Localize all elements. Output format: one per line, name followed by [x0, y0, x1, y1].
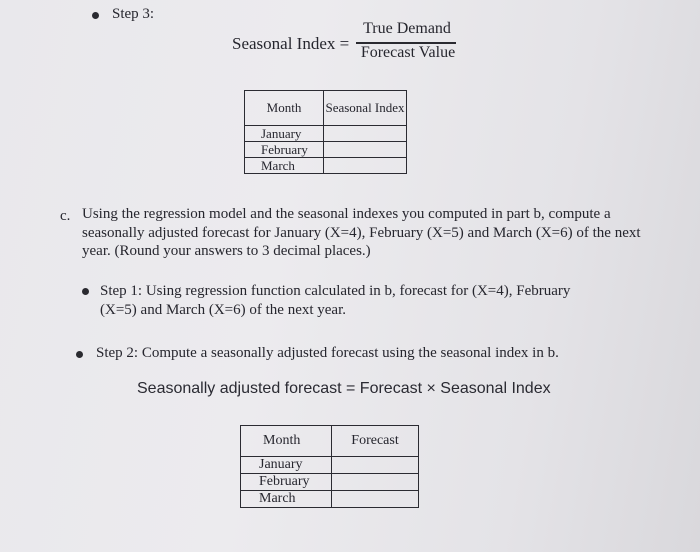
fraction-denominator: Forecast Value	[360, 44, 456, 61]
month-cell: March	[245, 158, 324, 174]
seasonal-index-cell	[324, 142, 407, 158]
seasonal-index-equation-lhs: Seasonal Index =	[232, 34, 350, 53]
table-header-row	[245, 91, 407, 126]
forecast-cell	[332, 491, 419, 508]
fraction-numerator: True Demand	[363, 20, 451, 37]
header-month: Month	[241, 426, 332, 457]
header-month: Month	[245, 91, 324, 126]
bullet-icon	[76, 351, 83, 358]
part-c-letter: c.	[60, 208, 71, 224]
table-row	[245, 142, 407, 158]
table-row	[241, 457, 419, 474]
table-row	[241, 491, 419, 508]
forecast-table	[240, 425, 419, 508]
month-cell: February	[245, 142, 324, 158]
seasonally-adjusted-formula: Seasonally adjusted forecast = Forecast × Seasonal Index	[137, 380, 551, 397]
month-cell: February	[241, 474, 332, 491]
seasonal-index-cell	[324, 126, 407, 142]
step2-text: Step 2: Compute a seasonally adjusted forecast using the seasonal index in b.	[96, 345, 559, 361]
month-cell: January	[241, 457, 332, 474]
seasonal-index-cell	[324, 158, 407, 174]
seasonal-index-table	[244, 90, 407, 174]
bullet-icon	[82, 288, 89, 295]
part-c-question: Using the regression model and the seasonal indexes you computed in part b, compute a seasonally adjusted forecast for January (X=4), February (X=5) and March (X=6) of the next year. (Round your answers to 3 decimal places.)	[82, 206, 641, 259]
header-seasonal-index: Seasonal Index	[324, 91, 407, 126]
table-row	[245, 158, 407, 174]
month-cell: January	[245, 126, 324, 142]
step1-text: Step 1: Using regression function calculated in b, forecast for (X=4), February (X=5) and March (X=6) of the next year.	[100, 283, 571, 318]
forecast-cell	[332, 457, 419, 474]
table-header-row	[241, 426, 419, 457]
month-cell: March	[241, 491, 332, 508]
table-row	[241, 474, 419, 491]
table-row	[245, 126, 407, 142]
step3-label: Step 3:	[112, 6, 155, 22]
header-forecast: Forecast	[332, 426, 419, 457]
bullet-icon	[92, 12, 99, 19]
forecast-cell	[332, 474, 419, 491]
